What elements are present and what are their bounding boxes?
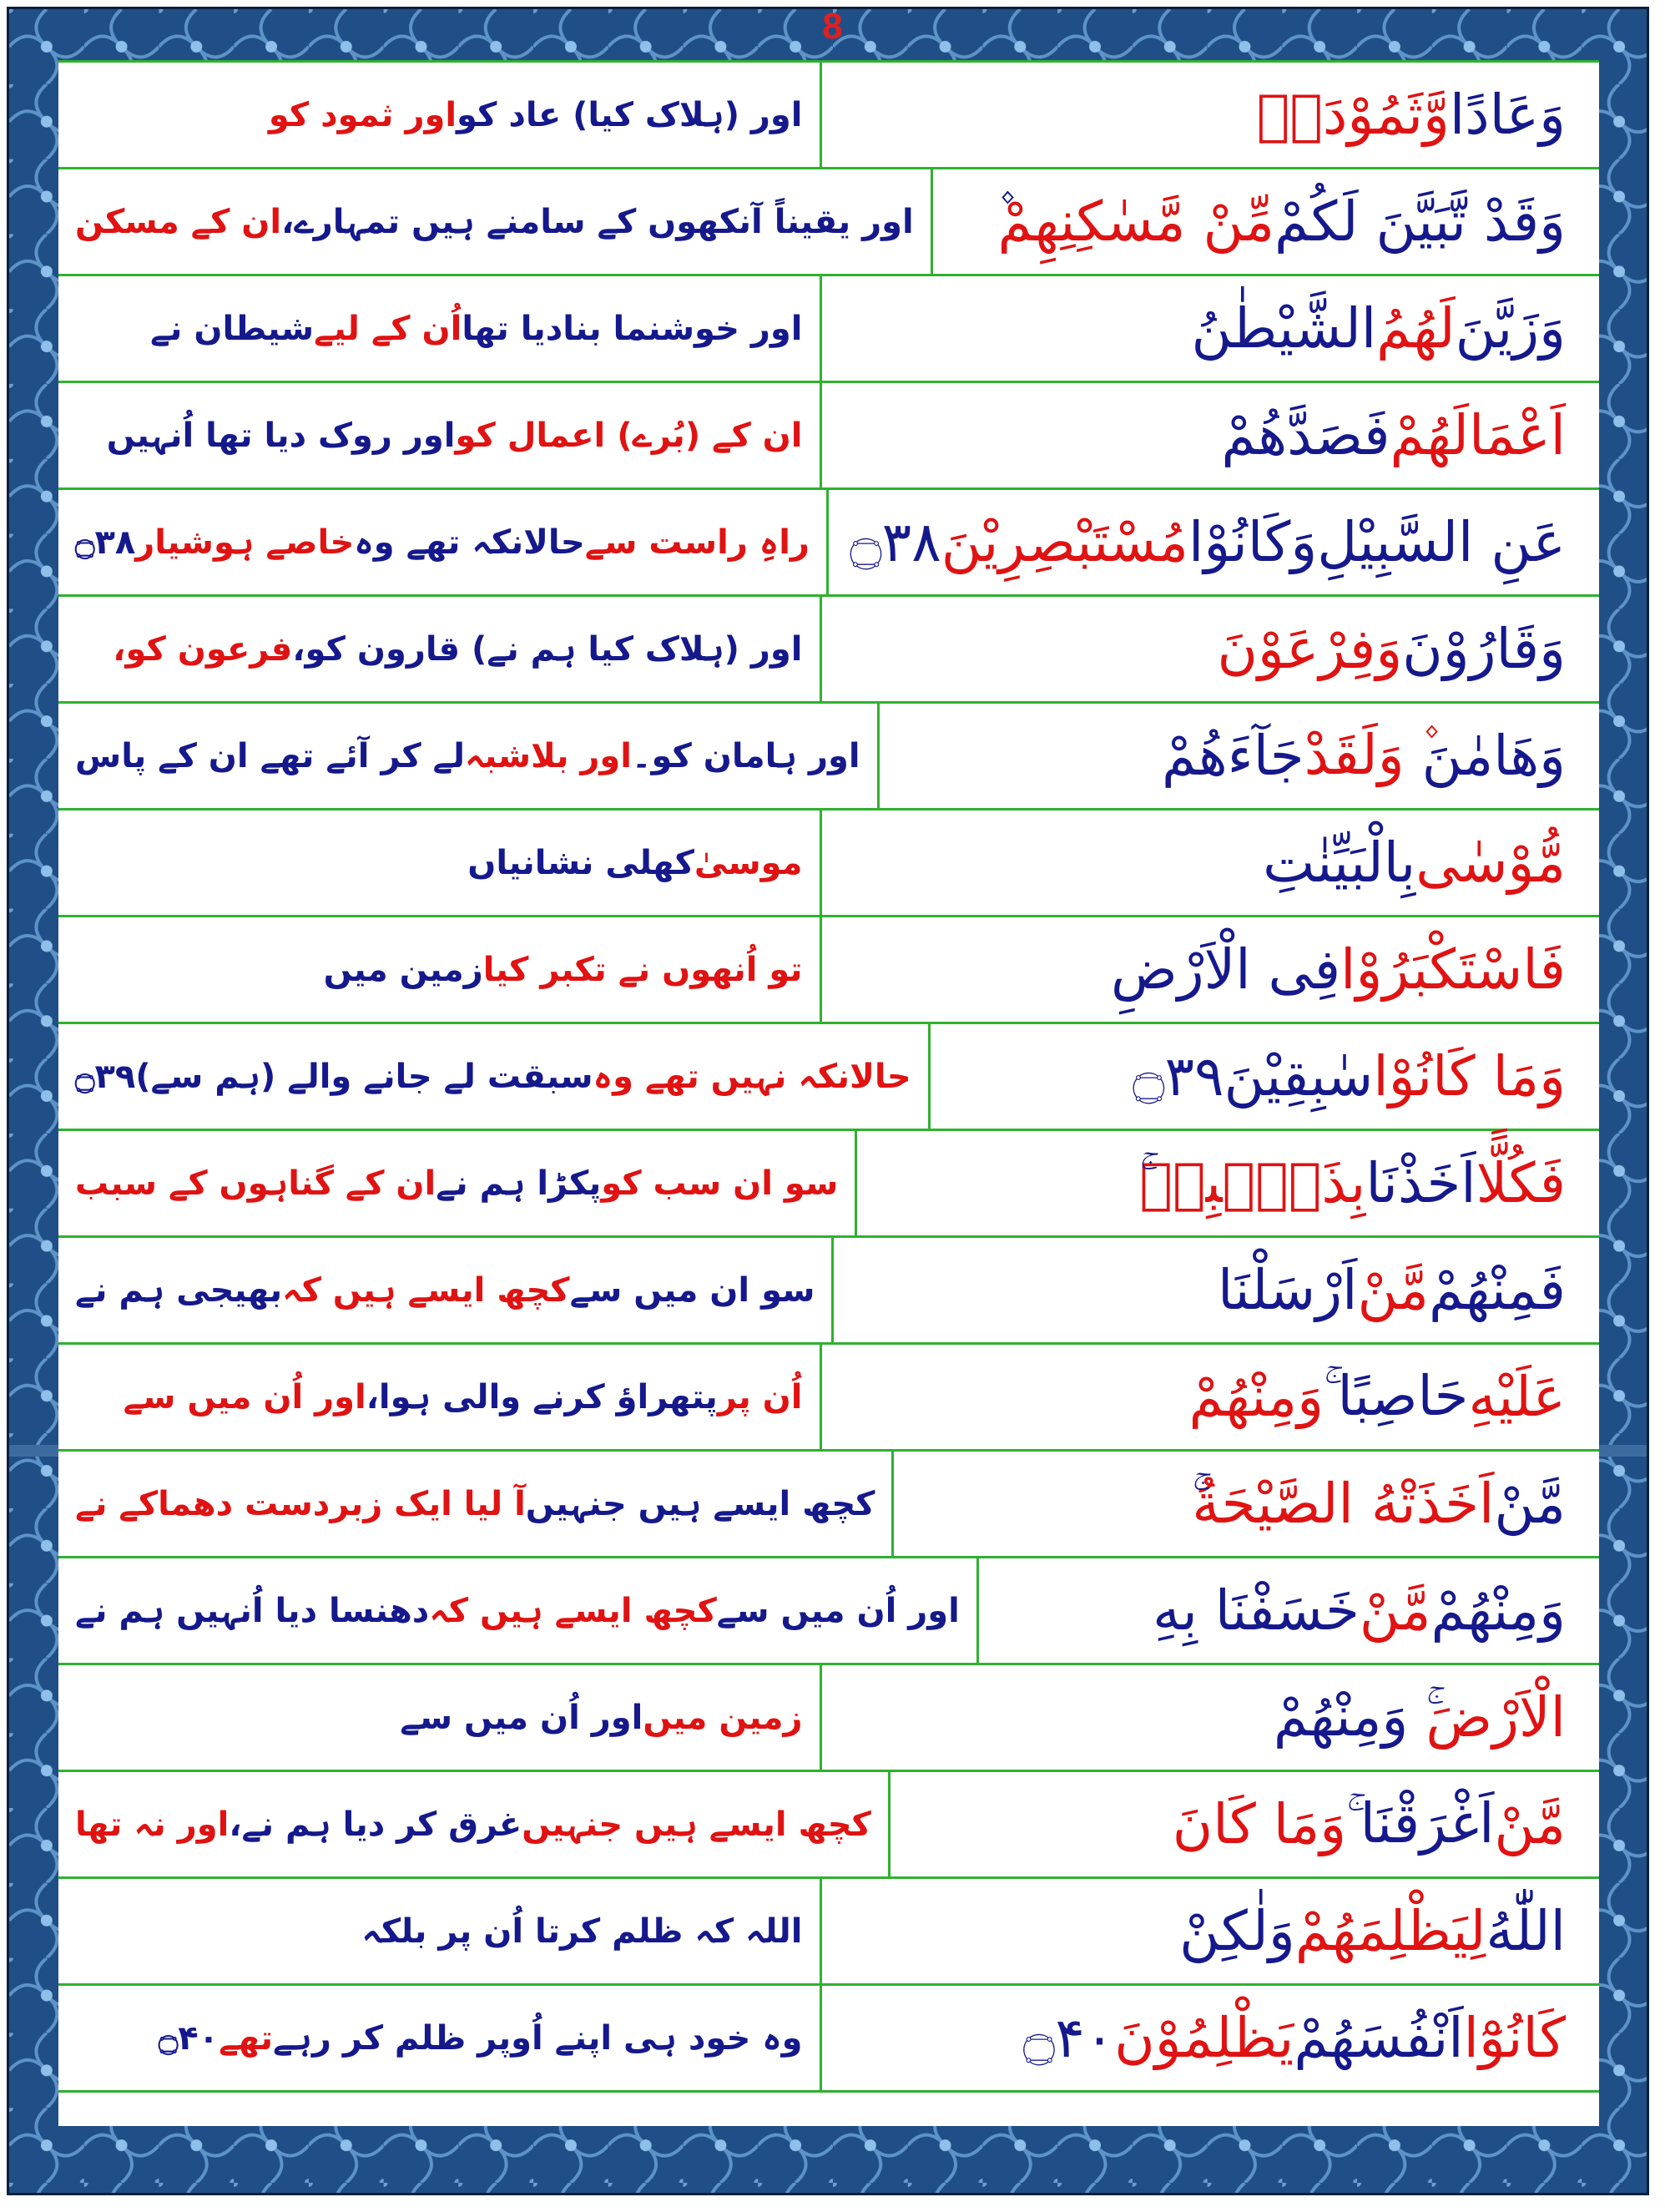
urdu-translation: [58, 1986, 822, 2090]
arabic-verse: [822, 383, 1600, 487]
arabic-segment: مُسْتَبْصِرِيْنَ: [941, 510, 1189, 574]
arabic-verse: [822, 63, 1600, 167]
arabic-segment: وَمِنْهُمْ: [1188, 1365, 1324, 1429]
translation-segment: اور اُن میں سے: [716, 1591, 960, 1630]
translation-segment: اور روک دیا تھا اُنہیں: [106, 416, 456, 455]
arabic-segment: اَرْسَلْنَا: [1218, 1258, 1358, 1322]
urdu-translation: [58, 1558, 979, 1663]
page-number: 8: [822, 6, 843, 47]
arabic-segment: ۚ وَمِنْهُمْ: [1273, 1684, 1426, 1749]
urdu-translation: [58, 1345, 822, 1449]
verse-row: [58, 1238, 1599, 1345]
translation-segment: ۝۳۹: [75, 1057, 136, 1096]
verse-row: [58, 597, 1599, 704]
urdu-translation: [58, 1024, 931, 1129]
arabic-verse: [834, 1238, 1599, 1342]
arabic-segment: فَكُلًّا: [1476, 1151, 1566, 1215]
arabic-segment: وَمَا كَانُوْا: [1373, 1044, 1566, 1109]
arabic-segment: سٰبِقِيْنَ: [1224, 1044, 1374, 1109]
arabic-segment: بِذَنْۢبِهٖ: [1139, 1151, 1366, 1215]
urdu-translation: [58, 1238, 834, 1342]
translation-segment: ان کے (بُرے) اعمال کو: [455, 416, 803, 455]
translation-segment: اور ثمود کو: [268, 95, 457, 134]
verse-row: [58, 1665, 1599, 1772]
arabic-verse: [822, 597, 1600, 701]
arabic-verse: [857, 1131, 1599, 1235]
translation-segment: ان کے گناہوں کے سبب: [75, 1164, 436, 1203]
translation-segment: ان کے مسکن: [75, 202, 282, 241]
arabic-segment: ۝۳۸: [850, 510, 941, 574]
arabic-segment: الشَّيْطٰنُ: [1191, 296, 1377, 361]
translation-segment: سبقت لے جانے والے (ہم سے): [135, 1057, 593, 1096]
arabic-verse: [822, 917, 1600, 1022]
translation-segment: بھیجی ہم نے: [75, 1270, 283, 1310]
verse-row: [58, 704, 1599, 811]
translation-segment: کچھ ایسے ہیں کہ: [282, 1270, 570, 1310]
arabic-verse: [822, 1665, 1600, 1770]
urdu-translation: [58, 1772, 891, 1876]
translation-segment: تو اُنھوں نے تکبر کیا: [482, 950, 803, 989]
arabic-segment: وَكَانُوْا: [1188, 510, 1318, 574]
translation-segment: زمین میں: [323, 950, 483, 989]
arabic-segment: ۝۴۰: [1022, 2006, 1115, 2070]
translation-segment: تھے: [219, 2018, 273, 2058]
arabic-verse: [894, 1452, 1599, 1556]
translation-segment: سو ان سب کو: [601, 1164, 839, 1203]
translation-segment: زمین میں: [643, 1698, 803, 1737]
arabic-segment: وَقَارُوْنَ: [1402, 617, 1566, 681]
translation-segment: وہ خود ہی اپنے اُوپر ظلم کر رہے: [272, 2018, 803, 2058]
arabic-segment: وَّثَمُوْدَاۡ: [1256, 83, 1450, 147]
arabic-segment: جَآءَهُمْ: [1161, 724, 1304, 788]
arabic-segment: حَاصِبًا ۚ: [1323, 1364, 1469, 1428]
arabic-segment: مَّنْ: [1494, 1792, 1566, 1856]
translation-segment: غرق کر دیا ہم نے،: [229, 1805, 522, 1844]
arabic-segment: وَفِرْعَوْنَ: [1217, 617, 1403, 681]
translation-segment: اور بلاشبہ: [464, 736, 633, 775]
translation-segment: کھلی نشانیاں: [467, 843, 694, 882]
urdu-translation: [58, 276, 822, 381]
arabic-verse: [822, 1986, 1600, 2090]
translation-segment: ۝۴۰: [158, 2018, 219, 2058]
urdu-translation: [58, 63, 822, 167]
arabic-segment: وَزَيَّنَ: [1455, 296, 1566, 361]
urdu-translation: [58, 383, 822, 487]
urdu-translation: [58, 1665, 822, 1770]
arabic-segment: مَّنْ: [1494, 1472, 1566, 1536]
translation-segment: سو ان میں سے: [569, 1270, 815, 1310]
urdu-translation: [58, 1452, 894, 1556]
translation-segment: کچھ ایسے ہیں جنہیں: [522, 1805, 871, 1844]
translation-segment: کچھ ایسے ہیں جنہیں: [525, 1484, 875, 1523]
arabic-segment: لِيَظْلِمَهُمْ: [1294, 1899, 1486, 1963]
verse-row: [58, 1772, 1599, 1879]
arabic-segment: اَغْرَقْنَا ۚ: [1346, 1791, 1495, 1856]
verse-row: [58, 1452, 1599, 1558]
arabic-verse: [822, 811, 1600, 915]
urdu-translation: [58, 704, 880, 808]
verse-row: [58, 1558, 1599, 1665]
translation-segment: پتھراؤ کرنے والی ہوا،: [366, 1377, 718, 1417]
translation-segment: فرعون کو،: [113, 629, 293, 669]
arabic-verse: [829, 490, 1599, 594]
verse-row: [58, 1345, 1599, 1452]
arabic-segment: فَصَدَّهُمْ: [1221, 403, 1390, 467]
arabic-segment: وَلٰكِنْ: [1179, 1899, 1295, 1963]
arabic-verse: [979, 1558, 1599, 1663]
arabic-segment: اَخَذَتْهُ الصَّيْحَةُ: [1192, 1472, 1495, 1536]
urdu-translation: [58, 1131, 857, 1235]
arabic-segment: مَّنْ: [1357, 1258, 1430, 1322]
arabic-segment: فَاسْتَكْبَرُوْا: [1340, 937, 1566, 1002]
arabic-verse: [880, 704, 1599, 808]
arabic-segment: وَعَادًا: [1449, 83, 1566, 147]
arabic-verse: [931, 1024, 1599, 1129]
translation-segment: موسیٰ: [694, 843, 803, 882]
arabic-segment: لَهُمُ: [1376, 296, 1456, 361]
verse-row: [58, 490, 1599, 597]
arabic-segment: اَعْمَالَهُمْ: [1390, 403, 1566, 467]
translation-segment: اُن پر: [717, 1377, 803, 1417]
translation-segment: اور اُن میں سے: [400, 1698, 643, 1737]
translation-segment: اور یقیناً آنکھوں کے سامنے ہیں تمہارے،: [281, 202, 914, 241]
arabic-segment: مُّوْسٰى: [1415, 831, 1566, 895]
arabic-segment: عَنِ السَّبِيْلِ: [1317, 510, 1566, 574]
arabic-verse: [822, 1879, 1600, 1983]
translation-segment: آ لیا ایک زبردست دھماکے نے: [75, 1484, 526, 1523]
arabic-segment: وَهَامٰنَ: [1421, 724, 1566, 788]
translation-segment: راہِ راست سے: [584, 523, 810, 562]
arabic-segment: اللّٰهُ: [1486, 1899, 1566, 1963]
translation-segment: خاصے ہوشیار: [135, 523, 355, 562]
arabic-verse: [822, 1345, 1600, 1449]
verse-row: [58, 63, 1599, 169]
arabic-verse: [891, 1772, 1599, 1876]
translation-segment: پکڑا ہم نے: [436, 1164, 602, 1203]
translation-segment: کچھ ایسے ہیں کہ: [429, 1591, 717, 1630]
translation-segment: دھنسا دیا اُنہیں ہم نے: [75, 1591, 430, 1630]
verse-row: [58, 1131, 1599, 1238]
translation-segment: اور نہ تھا: [75, 1805, 230, 1844]
translation-segment: اور ہامان کو۔: [632, 736, 860, 775]
arabic-segment: مِّنْ مَّسٰكِنِهِمْ: [997, 189, 1275, 254]
verse-row: [58, 1024, 1599, 1131]
verse-table: [58, 60, 1599, 2126]
urdu-translation: [58, 490, 829, 594]
verse-row: [58, 1986, 1599, 2093]
urdu-translation: [58, 169, 933, 274]
arabic-segment: ۫ وَلَقَدْ: [1304, 723, 1422, 787]
translation-segment: اور خوشنما بنادیا تھا: [462, 309, 803, 348]
urdu-translation: [58, 597, 822, 701]
verse-row: [58, 811, 1599, 917]
translation-segment: اُن کے لیے: [314, 309, 462, 348]
verse-row: [58, 276, 1599, 383]
translation-segment: اللہ کہ ظلم کرتا اُن پر بلکہ: [361, 1912, 803, 1951]
arabic-segment: خَسَفْنَا بِهِ: [1153, 1578, 1360, 1643]
arabic-segment: يَظْلِمُوْنَ: [1114, 2006, 1294, 2070]
translation-segment: شیطان نے: [149, 309, 315, 348]
translation-segment: حالانکہ تھے وہ: [354, 523, 585, 562]
arabic-segment: ۝۳۹: [1133, 1044, 1224, 1109]
translation-segment: لے کر آئے تھے ان کے پاس: [75, 736, 465, 775]
urdu-translation: [58, 917, 822, 1022]
arabic-segment: اَخَذْنَا: [1365, 1151, 1476, 1215]
arabic-segment: مَّنْ: [1359, 1578, 1431, 1643]
arabic-segment: الْاَرْضَ: [1425, 1685, 1566, 1750]
translation-segment: اور اُن میں سے: [123, 1377, 366, 1417]
translation-segment: ۝۳۸: [75, 523, 136, 562]
arabic-segment: فِى الْاَرْضِ: [1110, 937, 1341, 1002]
arabic-segment: كَانُوْٓا: [1463, 2006, 1566, 2070]
arabic-segment: عَلَيْهِ: [1468, 1365, 1566, 1429]
arabic-segment: وَقَدْ تَّبَيَّنَ لَكُمْ: [1274, 189, 1566, 254]
arabic-segment: فَمِنْهُمْ: [1429, 1258, 1566, 1322]
translation-segment: حالانکہ نہیں تھے وہ: [593, 1057, 911, 1096]
translation-segment: اور (ہلاک کیا ہم نے) قارون کو،: [292, 629, 803, 669]
arabic-verse: [822, 276, 1600, 381]
verse-row: [58, 383, 1599, 490]
arabic-segment: بِالْبَيِّنٰتِ: [1263, 831, 1416, 895]
arabic-segment: اَنْفُسَهُمْ: [1294, 2006, 1464, 2070]
verse-row: [58, 917, 1599, 1024]
urdu-translation: [58, 811, 822, 915]
urdu-translation: [58, 1879, 822, 1983]
arabic-segment: وَمَا كَانَ: [1172, 1792, 1347, 1856]
arabic-verse: [933, 169, 1599, 274]
verse-row: [58, 169, 1599, 276]
arabic-segment: وَمِنْهُمْ: [1430, 1578, 1566, 1643]
verse-row: [58, 1879, 1599, 1986]
translation-segment: اور (ہلاک کیا) عاد کو: [457, 95, 803, 134]
